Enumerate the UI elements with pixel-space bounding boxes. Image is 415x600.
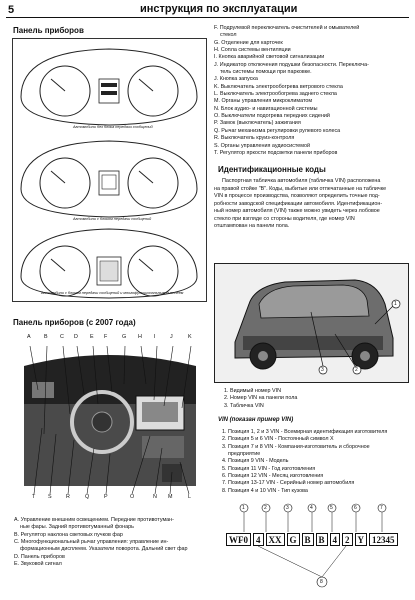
letter-r: R	[66, 494, 70, 500]
vin-callout-1: 1	[242, 505, 245, 511]
instrument-cluster-1	[21, 49, 197, 125]
legend-item: A. Управление внешним освещением. Передние противотуман-	[14, 517, 174, 523]
legend-item: ные фары. Задний противотуманный фонарь	[20, 524, 134, 531]
paragraph-line: стекло при взгляде со стороны водителя, где номер VIN	[214, 215, 355, 222]
legend-item: E. Звуковой сигнал	[14, 561, 62, 568]
paragraph-line: VIN в процессе производства, позволяют определить точные под-	[214, 193, 380, 199]
letter-k: K	[188, 334, 192, 340]
list-item: 3. Табличка VIN	[224, 402, 264, 409]
letter-q: Q	[85, 494, 90, 500]
vin-callout-7: 7	[380, 505, 383, 511]
list-item: 1. Позиция 1, 2 и 3 VIN - Всемирная идентификация изготовителя	[222, 429, 388, 435]
legend-item: J. Индикатор отключения подушки безопасности. Переключа-	[214, 61, 369, 68]
vin-box: G	[287, 533, 300, 546]
id-codes-title: Идентификационные коды	[218, 165, 326, 174]
list-item: 1. Видимый номер VIN	[224, 388, 282, 394]
vin-box: 4	[253, 533, 264, 546]
letter-n: N	[153, 494, 157, 500]
vin-box: 2	[342, 533, 353, 546]
letter-e: E	[90, 334, 94, 340]
legend-item: L. Выключатель электрообогрева заднего стекла	[214, 91, 337, 98]
vin-callout-2: 2	[264, 505, 267, 511]
legend-item: M. Органы управления микроклиматом	[214, 98, 313, 105]
vin-box: B	[302, 533, 314, 546]
vin-diagram	[222, 500, 408, 595]
right-legend	[214, 25, 410, 157]
list-item: 8. Позиция 4 и 10 VIN - Тип кузова	[222, 487, 308, 494]
vin-box: 4	[330, 533, 341, 546]
letter-b: B	[44, 334, 48, 340]
letter-d: D	[74, 334, 78, 340]
instrument-cluster-3	[21, 229, 197, 298]
vin-box: Y	[355, 533, 368, 546]
legend-item: H. Сопла системы вентиляции	[214, 47, 291, 54]
vin-callout-8: 8	[320, 579, 323, 585]
letter-t: T	[32, 494, 36, 500]
legend-item: R. Выключатель круиз-контроля	[214, 135, 295, 142]
cluster-caption-3: Автомобили с блоком передачи сообщений и многофункциональным дисплеем	[41, 291, 184, 295]
list-item: 2. Номер VIN на панели пола	[224, 395, 298, 402]
car-photo	[215, 264, 408, 382]
vin-callout-5: 5	[330, 505, 333, 511]
page-number: 5	[8, 4, 15, 16]
page-header-title: инструкция по эксплуатации	[140, 3, 298, 15]
list-item: 5. Позиция 11 VIN - Год изготовления	[222, 465, 316, 472]
instrument-cluster-2	[21, 141, 197, 217]
paragraph-line: робности заводской спецификации автомобиля. Идентификацион-	[214, 200, 383, 207]
legend-item: J. Кнопка запуска	[214, 76, 258, 83]
legend-item: C. Многофункциональный рычаг управления: управление ин-	[14, 539, 169, 546]
legend-item: D. Панель приборов	[14, 553, 65, 560]
vin-callout-4: 4	[310, 505, 313, 511]
legend-item: B. Регулятор наклона световых пучков фар	[14, 531, 123, 538]
vin-box: B	[316, 533, 328, 546]
panel-section-title: Панель приборов	[13, 26, 84, 35]
vin-position-list	[222, 429, 412, 495]
vin-title: VIN (показан пример VIN)	[218, 417, 294, 423]
legend-item: Q. Рычаг механизма регулировки рулевого колеса	[214, 127, 341, 134]
letter-c: C	[60, 334, 64, 340]
vin-callout-3: 3	[286, 505, 289, 511]
vin-callout-6: 6	[354, 505, 357, 511]
callout-2: 2	[355, 367, 358, 373]
car-callout-list	[224, 388, 404, 410]
legend-item: тель системы помощи при парковке.	[220, 69, 312, 76]
vin-box: XX	[266, 533, 285, 546]
legend-item: S. Органы управления аудиосистемой	[214, 142, 311, 149]
list-item: 4. Позиция 9 VIN - Модель	[222, 458, 289, 465]
cluster-caption-1: Автомобили без блока передачи сообщений	[73, 125, 153, 129]
dashboard-photo-figure	[12, 332, 205, 512]
legend-item: P. Замок (выключатель) зажигания	[214, 120, 301, 127]
paragraph-line: отштампован на панели пола.	[214, 223, 290, 229]
dashboard-photo	[12, 344, 205, 494]
paragraph-line: ный номер автомобиля (VIN) также можно увидеть через лобовое	[214, 208, 380, 214]
legend-item: O. Выключатели подогрева передних сидений	[214, 113, 330, 120]
list-item: 7. Позиция 13-17 VIN - Серийный номер автомобиля	[222, 480, 355, 487]
cluster-drawings	[12, 38, 207, 302]
letter-a: A	[27, 334, 31, 340]
legend-item: T. Регулятор яркости подсветки панели приборов	[214, 149, 338, 156]
legend-item: N. Блок аудио- и навигационной системы	[214, 105, 318, 112]
vin-box: WF0	[226, 533, 251, 546]
legend-item: стекол	[220, 32, 237, 39]
car-photo-figure	[214, 263, 409, 383]
letter-p: P	[104, 494, 108, 500]
list-item: 3. Позиция 7 и 8 VIN - Компания-изготовитель и сборочное	[222, 443, 370, 450]
paragraph-line: Паспортная табличка автомобиля (табличка VIN) расположена	[222, 178, 381, 184]
legend-item: G. Отделение для карточек	[214, 39, 283, 46]
letter-g: G	[122, 334, 127, 340]
list-item: 6. Позиция 12 VIN - Месяц изготовления	[222, 473, 324, 480]
panel2007-section-title: Панель приборов (с 2007 года)	[13, 318, 136, 327]
left-legend	[14, 517, 210, 568]
paragraph-line: на правой стойке "B". Коды, выбитые или отпечатанные на табличке	[214, 185, 387, 192]
letter-l: L	[188, 494, 191, 500]
legend-item: F. Подрулевой переключатель очистителей и омывателей	[214, 25, 360, 31]
callout-3: 3	[321, 367, 324, 373]
list-item: 2. Позиция 5 и 6 VIN - Постоянный символ X	[222, 436, 334, 443]
legend-item: I. Кнопка аварийной световой сигнализации	[214, 54, 325, 61]
callout-1: 1	[394, 301, 397, 307]
letter-h: H	[138, 334, 142, 340]
letter-i: I	[154, 334, 156, 340]
vin-boxes	[226, 533, 398, 546]
letter-f: F	[104, 334, 108, 340]
id-codes-paragraph	[214, 178, 410, 231]
bottom-letter-row	[12, 492, 205, 506]
list-item: предприятие	[228, 451, 261, 458]
vin-box: 12345	[369, 533, 398, 546]
legend-item: формационным дисплеем. Указатели поворота. Дальний свет фар	[20, 546, 188, 553]
letter-m: M	[168, 494, 173, 500]
letter-o: O	[130, 494, 135, 500]
letter-j: J	[170, 334, 173, 340]
legend-item: K. Выключатель электрообогрева ветрового стекла	[214, 83, 343, 90]
letter-s: S	[48, 494, 52, 500]
header-rule	[6, 17, 409, 18]
cluster-caption-2: Автомобили с блоком передачи сообщений	[73, 217, 152, 221]
